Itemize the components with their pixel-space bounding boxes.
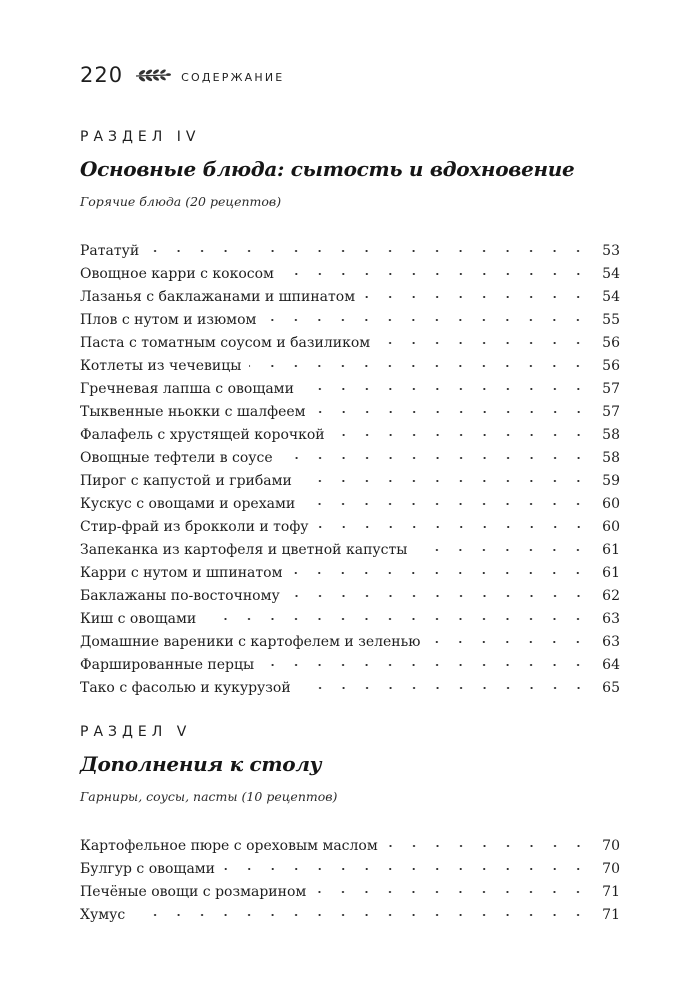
toc-entry-page: 71 [602,907,620,923]
section-label: РАЗДЕЛ IV [80,129,201,145]
toc-entry[interactable] [80,835,620,858]
toc-entry-page: 53 [602,243,620,259]
toc-entry-title: Плов с нутом и изюмом [80,312,257,328]
toc-entry[interactable] [80,904,620,927]
section-title: Основные блюда: сытость и вдохновение [80,157,575,181]
page-header [80,58,284,92]
dot-leader [262,664,590,666]
toc-entry[interactable] [80,470,620,493]
toc-entry-page: 70 [602,838,620,854]
toc-entry-title: Овощное карри с кокосом [80,266,274,282]
toc-entry-page: 55 [602,312,620,328]
toc-entry-page: 61 [602,542,620,558]
toc-entry-page: 58 [602,427,620,443]
dot-leader [223,868,590,870]
dot-leader [281,457,590,459]
section-v [80,723,620,927]
dot-leader [282,273,590,275]
dot-leader [386,845,590,847]
dot-leader [299,687,590,689]
dot-leader [428,641,590,643]
laurel-sprig-icon [135,67,171,83]
toc-entry[interactable] [80,654,620,677]
toc-entry-page: 56 [602,335,620,351]
dot-leader [378,342,590,344]
toc-entry-title: Фаршированные перцы [80,657,255,673]
toc-entry-page: 64 [602,657,620,673]
toc-entry-page: 60 [602,519,620,535]
dot-leader [302,388,590,390]
toc-entry-page: 54 [602,266,620,282]
toc-entry-title: Котлеты из чечевицы [80,358,242,374]
section-subtitle: Горячие блюда (20 рецептов) [80,194,282,209]
toc-entry-page: 71 [602,884,620,900]
toc-entry-page: 60 [602,496,620,512]
toc-entry-page: 61 [602,565,620,581]
toc-entry-title: Пирог с капустой и грибами [80,473,292,489]
toc-entry[interactable] [80,263,620,286]
toc-entry-page: 58 [602,450,620,466]
toc-entry-title: Запеканка из картофеля и цветной капусты [80,542,408,558]
toc-entry[interactable] [80,631,620,654]
toc-entry[interactable] [80,355,620,378]
section-label: РАЗДЕЛ V [80,724,192,740]
toc-entry-title: Баклажаны по-восточному [80,588,280,604]
section-iv [80,128,620,700]
toc-entry-title: Домашние вареники с картофелем и зеленью [80,634,421,650]
toc-entry[interactable] [80,447,620,470]
toc-entry[interactable] [80,309,620,332]
toc-entry[interactable] [80,585,620,608]
toc-entry[interactable] [80,401,620,424]
toc-entry-title: Стир-фрай из брокколи и тофу [80,519,309,535]
toc-entry-page: 59 [602,473,620,489]
toc-entry-title: Тако с фасолью и кукурузой [80,680,291,696]
toc-entry[interactable] [80,424,620,447]
dot-leader [288,595,590,597]
toc-entry[interactable] [80,240,620,263]
dot-leader [204,618,590,620]
dot-leader [317,526,590,528]
section-title: Дополнения к столу [80,752,322,776]
toc-entry-page: 56 [602,358,620,374]
dot-leader [300,480,590,482]
dot-leader [363,296,590,298]
toc-entry-title: Паста с томатным соусом и базиликом [80,335,371,351]
toc-entry-title: Хумус [80,907,126,923]
toc-entry-title: Киш с овощами [80,611,197,627]
toc-entry[interactable] [80,881,620,904]
toc-entry-page: 70 [602,861,620,877]
toc-entry[interactable] [80,332,620,355]
toc-entry[interactable] [80,608,620,631]
toc-entry[interactable] [80,286,620,309]
toc-entry-title: Картофельное пюре с ореховым маслом [80,838,378,854]
toc-entry[interactable] [80,516,620,539]
toc-entry[interactable] [80,378,620,401]
dot-leader [290,572,590,574]
dot-leader [249,365,590,367]
toc-entry-title: Тыквенные ньокки с шалфеем [80,404,306,420]
toc-entry-title: Печёные овощи с розмарином [80,884,307,900]
toc-entry-title: Рататуй [80,243,140,259]
dot-leader [264,319,590,321]
toc-entry-title: Кускус с овощами и орехами [80,496,296,512]
dot-leader [314,411,590,413]
toc-entry[interactable] [80,493,620,516]
toc-entry[interactable] [80,858,620,881]
toc-entry-title: Булгур с овощами [80,861,216,877]
toc-entry-page: 54 [602,289,620,305]
dot-leader [133,914,590,916]
toc-entry-title: Карри с нутом и шпинатом [80,565,283,581]
toc-entry-page: 57 [602,381,620,397]
toc-list [80,240,620,700]
toc-entry-title: Гречневая лапша с овощами [80,381,294,397]
toc-entry-page: 62 [602,588,620,604]
running-title: СОДЕРЖАНИЕ [181,70,285,84]
toc-entry[interactable] [80,677,620,700]
dot-leader [314,891,590,893]
dot-leader [333,434,590,436]
toc-entry-title: Овощные тефтели в соусе [80,450,273,466]
page-number: 220 [80,63,124,87]
toc-entry-page: 57 [602,404,620,420]
toc-entry-page: 65 [602,680,620,696]
dot-leader [147,250,590,252]
toc-entry-title: Лазанья с баклажанами и шпинатом [80,289,356,305]
toc-entry-title: Фалафель с хрустящей корочкой [80,427,325,443]
section-subtitle: Гарниры, соусы, пасты (10 рецептов) [80,789,338,804]
toc-entry-page: 63 [602,634,620,650]
toc-entry[interactable] [80,562,620,585]
toc-entry-page: 63 [602,611,620,627]
dot-leader [415,549,590,551]
toc-entry[interactable] [80,539,620,562]
toc-list [80,835,620,927]
dot-leader [303,503,590,505]
